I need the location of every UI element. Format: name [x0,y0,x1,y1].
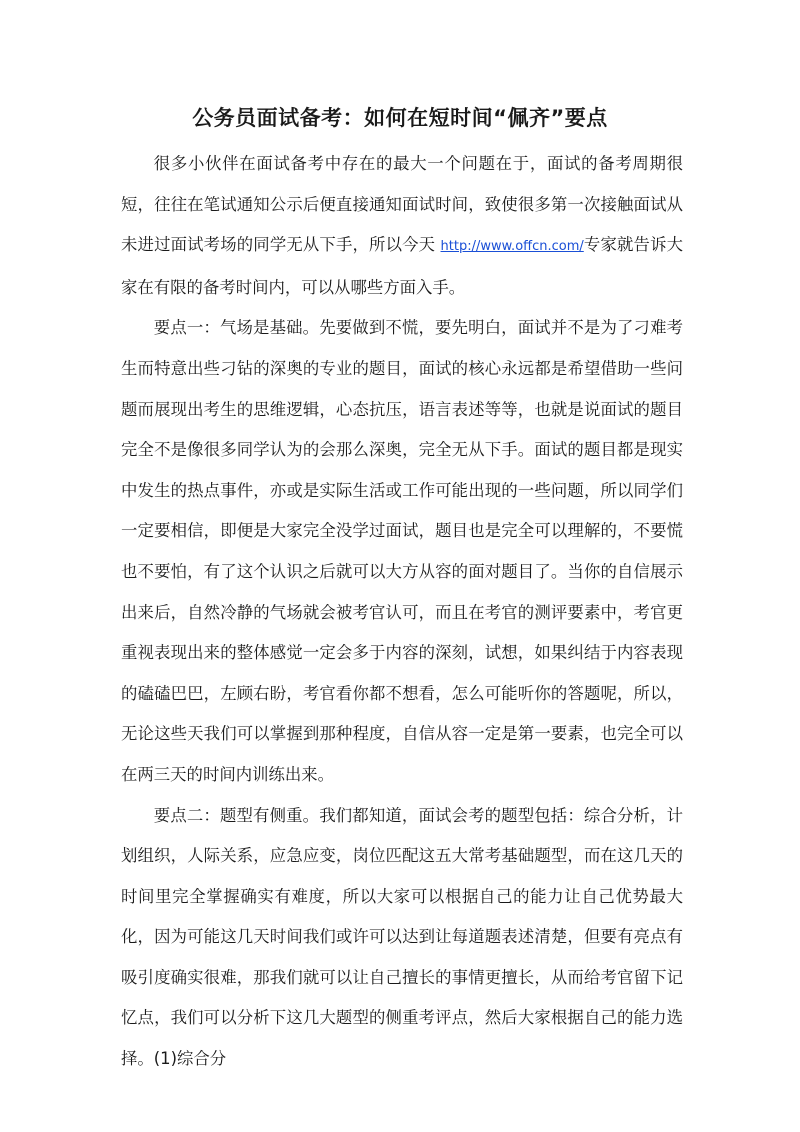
document-body [121,144,683,1080]
offcn-link[interactable]: http://www.offcn.com/ [440,239,584,255]
paragraph-point-two: 要点二：题型有侧重。我们都知道，面试会考的题型包括：综合分析，计划组织，人际关系，应急应变，岗位匹配这五大常考基础题型，而在这几天的时间里完全掌握确实有难度，所以大家可以根据自己的能力让自己优势最大化，因为可能这几天时间我们或许可以达到让每道题表述清楚，但要有亮点有吸引度确实很难，那我们就可以让自己擅长的事情更擅长，从而给考官留下记忆点，我们可以分析下这几大题型的侧重考评点，然后大家根据自己的能力选择。(1)综合分 [121,805,683,1069]
intro-text-before-link: 很多小伙伴在面试备考中存在的最大一个问题在于，面试的备考周期很短，往往在笔试通知公示后便直接通知面试时间，致使很多第一次接触面试从未进过面试考场的同学无从下手，所以今天 [121,154,683,255]
paragraph-intro [121,144,683,308]
document-title: 公务员面试备考：如何在短时间“佩齐”要点 [192,106,608,130]
paragraph-point-one: 要点一：气场是基础。先要做到不慌，要先明白，面试并不是为了刁难考生而特意出些刁钻的深奥的专业的题目，面试的核心永远都是希望借助一些问题而展现出考生的思维逻辑，心态抗压，语言表述等等，也就是说面试的题目完全不是像很多同学认为的会那么深奥，完全无从下手。面试的题目都是现实中发生的热点事件，亦或是实际生活或工作可能出现的一些问题，所以同学们一定要相信，即便是大家完全没学过面试，题目也是完全可以理解的，不要慌也不要怕，有了这个认识之后就可以大方从容的面对题目了。当你的自信展示出来后，自然冷静的气场就会被考官认可，而且在考官的测评要素中，考官更重视表现出来的整体感觉一定会多于内容的深刻，试想，如果纠结于内容表现的磕磕巴巴，左顾右盼，考官看你都不想看，怎么可能听你的答题呢，所以，无论这些天我们可以掌握到那种程度，自信从容一定是第一要素，也完全可以在两三天的时间内训练出来。 [121,318,683,784]
intro-text-after-link: 专家就告诉大家在有限的备考时间内，可以从哪些方面入手。 [121,235,683,297]
